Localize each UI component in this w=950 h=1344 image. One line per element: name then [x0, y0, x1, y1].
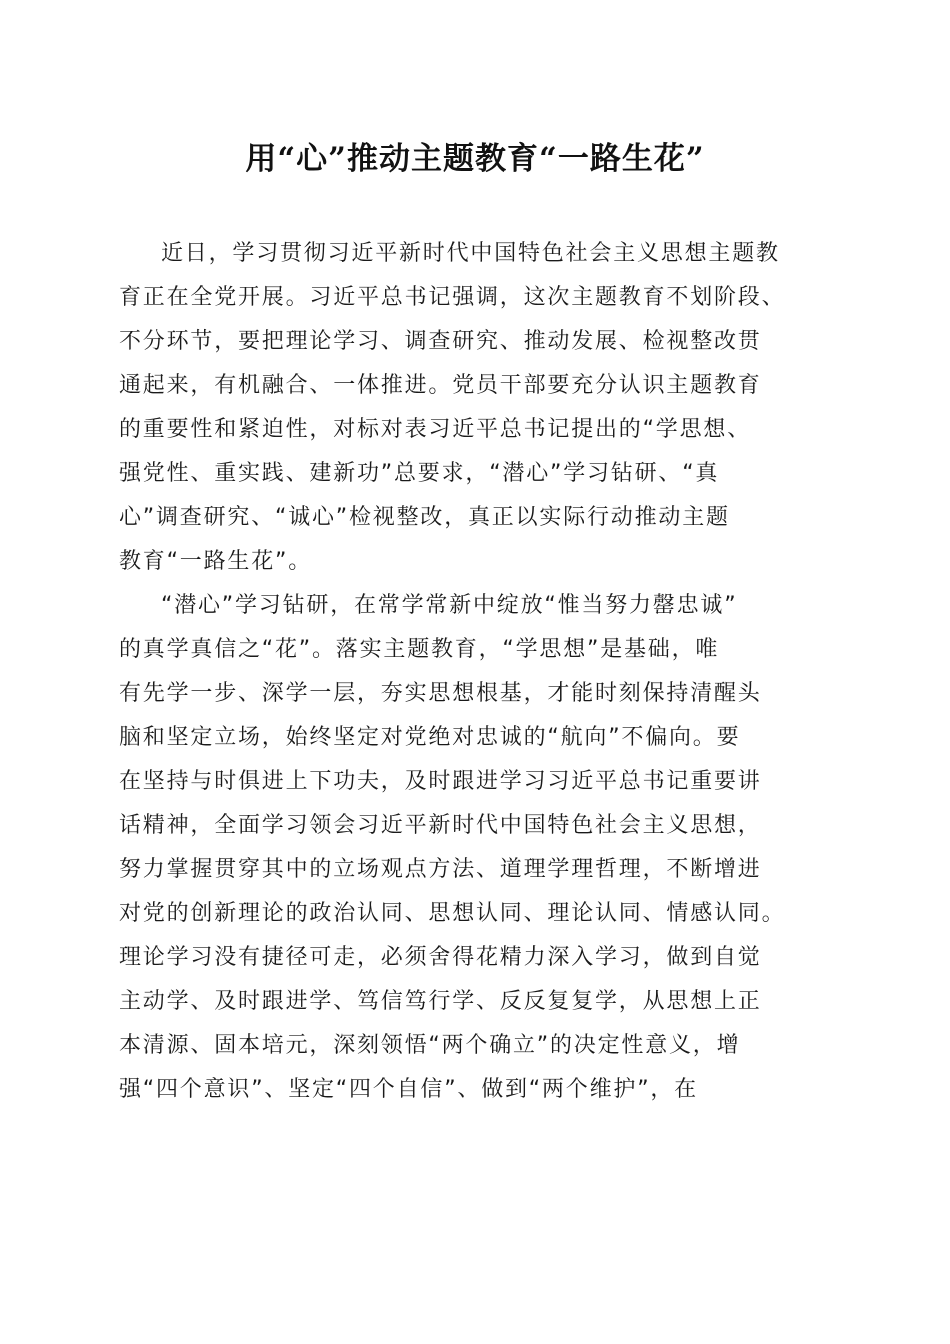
- paragraph-line: 对党的创新理论的政治认同、思想认同、理论认同、情感认同。: [119, 901, 786, 926]
- paragraph-line: “潜心”学习钻研，在常学常新中绽放“惟当努力罄忠诚”: [161, 593, 738, 618]
- paragraph-line: 主动学、及时跟进学、笃信笃行学、反反复复学，从思想上正: [119, 989, 762, 1014]
- paragraph-1: [119, 232, 839, 584]
- paragraph-line: 有先学一步、深学一层，夯实思想根基，才能时刻保持清醒头: [119, 681, 762, 706]
- paragraph-line: 强党性、重实践、建新功”总要求，“潜心”学习钻研、“真: [119, 461, 720, 486]
- paragraph-line: 育正在全党开展。习近平总书记强调，这次主题教育不划阶段、: [119, 285, 786, 310]
- paragraph-line: 的真学真信之“花”。落实主题教育，“学思想”是基础，唯: [119, 637, 720, 662]
- paragraph-line: 教育“一路生花”。: [119, 549, 312, 574]
- paragraph-line: 不分环节，要把理论学习、调查研究、推动发展、检视整改贯: [119, 329, 762, 354]
- paragraph-2: [119, 584, 839, 1112]
- paragraph-line: 强“四个意识”、坚定“四个自信”、做到“两个维护”，在: [119, 1077, 698, 1102]
- paragraph-line: 努力掌握贯穿其中的立场观点方法、道理学理哲理，不断增进: [119, 857, 762, 882]
- paragraph-line: 理论学习没有捷径可走，必须舍得花精力深入学习，做到自觉: [119, 945, 762, 970]
- paragraph-line: 本清源、固本培元，深刻领悟“两个确立”的决定性意义，增: [119, 1033, 741, 1058]
- paragraph-line: 在坚持与时俱进上下功夫，及时跟进学习习近平总书记重要讲: [119, 769, 762, 794]
- document-body: [119, 232, 839, 1112]
- paragraph-line: 脑和坚定立场，始终坚定对党绝对忠诚的“航向”不偏向。要: [119, 725, 741, 750]
- paragraph-line: 的重要性和紧迫性，对标对表习近平总书记提出的“学思想、: [119, 417, 751, 442]
- paragraph-line: 近日，学习贯彻习近平新时代中国特色社会主义思想主题教: [161, 241, 780, 266]
- paragraph-line: 通起来，有机融合、一体推进。党员干部要充分认识主题教育: [119, 373, 762, 398]
- paragraph-line: 话精神，全面学习领会习近平新时代中国特色社会主义思想，: [119, 813, 762, 838]
- document-title: 用“心”推动主题教育“一路生花”: [245, 141, 705, 177]
- paragraph-line: 心”调查研究、“诚心”检视整改，真正以实际行动推动主题: [119, 505, 730, 530]
